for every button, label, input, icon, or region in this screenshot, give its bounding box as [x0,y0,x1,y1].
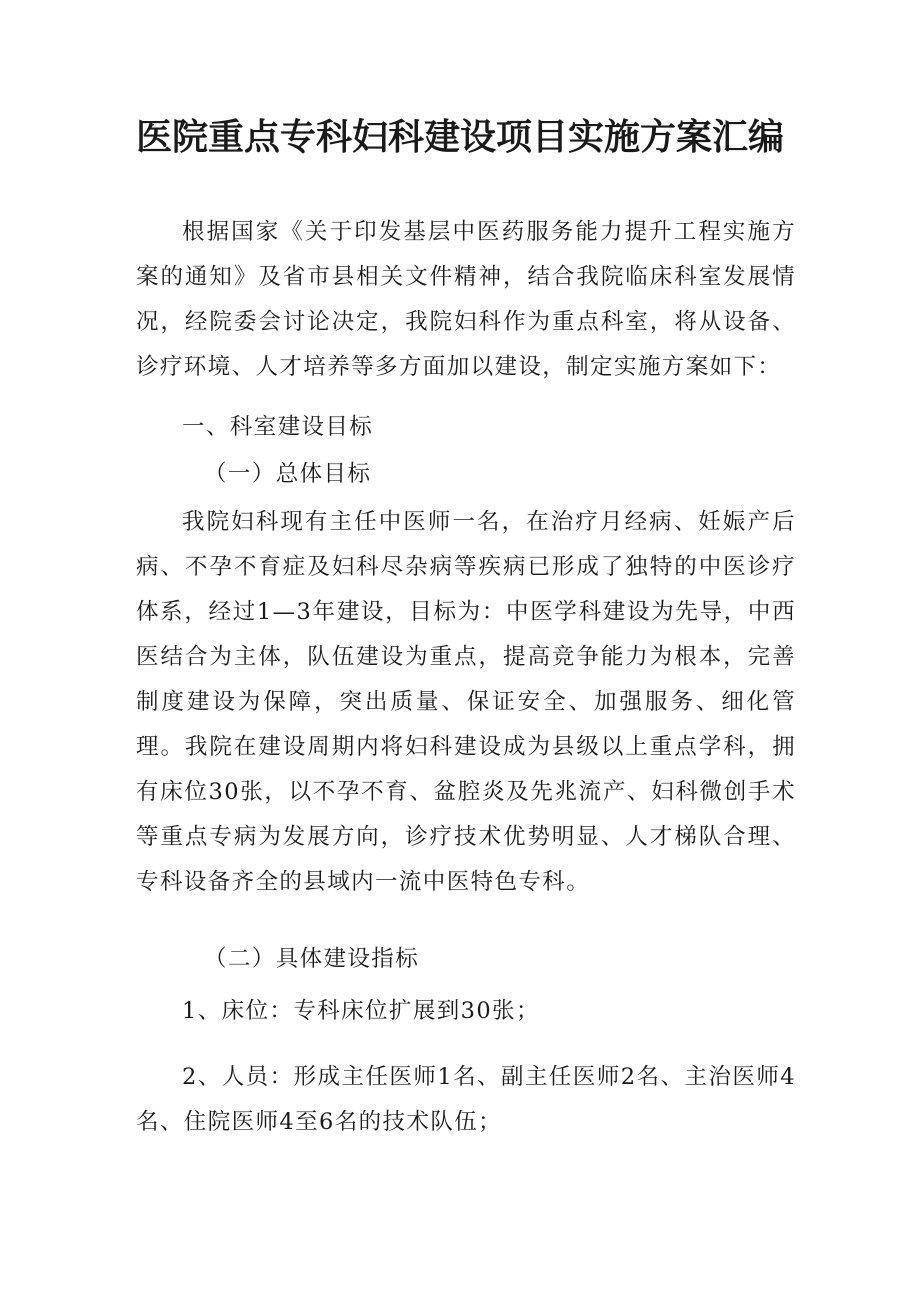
goal-paragraph: 我院妇科现有主任中医师一名，在治疗月经病、妊娠产后病、不孕不育症及妇科尽杂病等疾病已形成了独特的中医诊疗体系，经过1—3年建设，目标为：中医学科建设为先导，中西医结合为主体，队伍建设为重点，提高竞争能力为根本，完善制度建设为保障，突出质量、保证安全、加强服务、细化管理。我院在建设周期内将妇科建设成为县级以上重点学科，拥有床位30张，以不孕不育、盆腔炎及先兆流产、妇科微创手术等重点专病为发展方向，诊疗技术优势明显、人才梯队合理、专科设备齐全的县域内一流中医特色专科。 [136,509,796,895]
subsection-heading-overall-goal: （一）总体目标 [204,461,372,487]
section-heading-goals: 一、科室建设目标 [182,414,374,440]
indicator-item-staff: 2、人员：形成主任医师1名、副主任医师2名、主治医师4名、住院医师4至6名的技术队伍； [136,1064,796,1135]
subsection-heading-specific-indicators: （二）具体建设指标 [204,946,420,972]
intro-paragraph: 根据国家《关于印发基层中医药服务能力提升工程实施方案的通知》及省市县相关文件精神，结合我院临床科室发展情况，经院委会讨论决定，我院妇科作为重点科室，将从设备、诊疗环境、人才培养等多方面加以建设，制定实施方案如下： [136,219,796,380]
indicator-item-beds: 1、床位：专科床位扩展到30张； [182,998,540,1024]
document-title: 医院重点专科妇科建设项目实施方案汇编 [135,117,784,158]
